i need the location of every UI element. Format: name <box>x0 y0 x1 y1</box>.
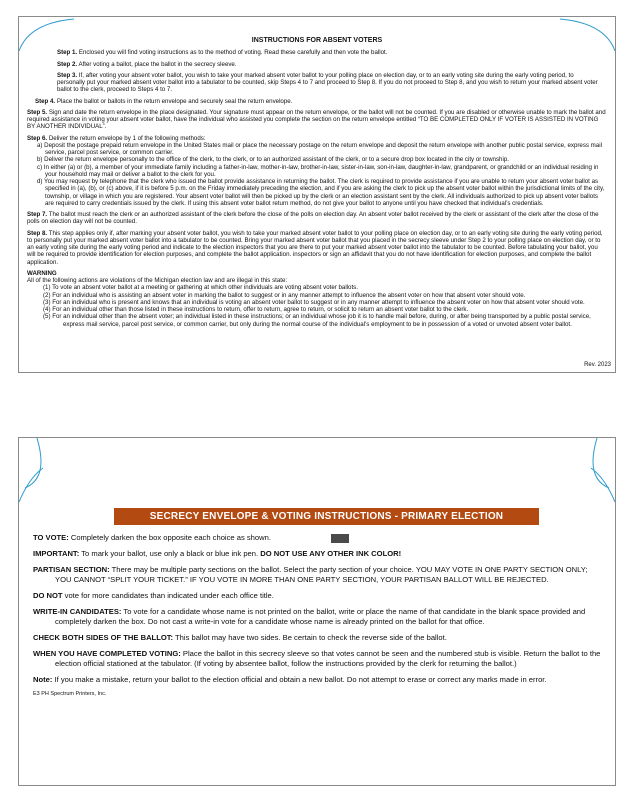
note-instruction: Note: If you make a mistake, return your ballot to the election official and obtain a new ballot. Do not attempt to erase or correct any marks made in error. <box>33 675 547 684</box>
do-not-instruction: DO NOT vote for more candidates than indicated under each office title. <box>33 591 274 600</box>
partisan-section-instruction: PARTISAN SECTION: There may be multiple party sections on the ballot. Select the party section of your choice. YOU MAY VOTE IN ONE PARTY SECTION ONLY; YOU CANNOT “SPLIT YOUR TICKET.” IF YOU VOTE IN MORE THAN ONE PARTY SECTION, YOUR PARTISAN BALLOT WILL BE REJECTED. <box>33 565 588 584</box>
step-6: Step 6. Deliver the return envelope by 1 of the following methods: <box>27 134 206 142</box>
step-6-item-a: a) Deposit the postage prepaid return envelope in the United States mail or place the necessary postage on the return envelope and deposit the return envelope with another public postal service, express mail service, parcel post service, or common carrier. <box>37 141 602 156</box>
step-6-item-d: d) You may request by telephone that the clerk who issued the ballot provide assistance in returning the ballot. The clerk is required to provide assistance if you are unable to return your absent voter ballot as specified in (a), (b), or (c) above, if it is before 5 p.m. on the Friday immediately preceding the election, and if you are asking the clerk to pick up the absent voter ballot within the jurisdictional limits of the city, township, or village in which you are registered. Your absent voter ballot will then be picked up by the clerk or an election assistant sent by the clerk. All individuals authorized to pick up absent voter ballots are required to carry credentials issued by the clerk. If using this absent voter ballot return method, do not give your ballot to anyone until you have checked that individual’s credentials. <box>37 178 605 207</box>
important-instruction: IMPORTANT: To mark your ballot, use only a black or blue ink pen. DO NOT USE ANY OTHER INK COLOR! <box>33 549 402 558</box>
absent-voter-instructions-panel <box>18 16 616 373</box>
to-vote-instruction: TO VOTE: Completely darken the box opposite each choice as shown. <box>33 533 601 543</box>
write-in-instruction: WRITE-IN CANDIDATES: To vote for a candidate whose name is not printed on the ballot, write or place the name of that candidate in the blank space provided and completely darken the box. Do not cast a write-in vote for a candidate whose name is already printed on the ballot for that office. <box>33 607 586 626</box>
warning-heading: WARNING <box>27 269 57 277</box>
warning-item: (5) For an individual other than the absent voter; an individual listed in these instructions; or an individual whose job it is to handle mail before, during, or after being transported by a public postal service, express mail service, parcel post service, or common carrier, but only during the normal course of the individual’s employment to be in possession of a voted or unvoted absent voter ballot. <box>43 313 591 328</box>
step-6-item-b: b) Deliver the return envelope personally to the office of the clerk, to the clerk, or to an authorized assistant of the clerk, or to a secure drop box located in the city or township. <box>37 156 509 164</box>
step-1: Step 1. Enclosed you will find voting instructions as to the method of voting. Read these carefully and then vote the ballot. <box>57 49 388 57</box>
step-7: Step 7. The ballot must reach the clerk or an authorized assistant of the clerk before the close of the polls on election day. An absent voter ballot received by the clerk or assistant of the clerk after the close of the polls on election day will not be counted. <box>27 211 599 226</box>
warning-item: (1) To vote an absent voter ballot at a meeting or gathering at which other individuals are voting absent voter ballots. <box>43 284 358 292</box>
secrecy-envelope-text <box>19 508 615 697</box>
instructions-title: INSTRUCTIONS FOR ABSENT VOTERS <box>251 37 383 44</box>
step-2: Step 2. After voting a ballot, place the ballot in the secrecy sleeve. <box>57 60 237 68</box>
warning-item: (4) For an individual other than those listed in these instructions to return, offer to return, agree to return, or solicit to return an absent voter ballot to the clerk. <box>43 306 469 313</box>
absent-voter-text <box>19 37 615 328</box>
warning-item: (2) For an individual who is assisting an absent voter in marking the ballot to suggest or in any manner attempt to influence the absent voter on how that absent voter should vote. <box>43 291 526 299</box>
secrecy-envelope-panel <box>18 437 616 786</box>
step-6-item-c: c) In either (a) or (b), a member of your immediate family including a father-in-law, mother-in-law, brother-in-law, sister-in-law, son-in-law, daughter-in-law, grandparent, or grandchild or an individual residing in your household may mail or deliver a ballot to the clerk for you. <box>37 163 599 178</box>
printer-credit: E3 PH Spectrum Printers, Inc. <box>33 691 107 697</box>
filled-box-example-icon <box>331 534 349 543</box>
revision-label: Rev. 2023 <box>584 362 611 368</box>
step-5: Step 5. Sign and date the return envelope in the place designated. Your signature must appear on the return envelope, or the ballot will not be counted. If you are disabled or otherwise unable to mark the ballot and required assistance in voting your absent voter ballot, have the individual who assisted you complete the section on the return envelope entitled “TO BE COMPLETED ONLY IF VOTER IS ASSISTED IN VOTING BY ANOTHER INDIVIDUAL”. <box>27 108 606 131</box>
warning-item: (3) For an individual who is present and knows that an individual is voting an absent voter ballot to suggest or in any manner attempt to influence the absent voter on how that absent voter should vote. <box>43 298 585 306</box>
step-3: Step 3. If, after voting your absent voter ballot, you wish to take your marked absent voter ballot to your polling place on election day, or to an early voting site during the early voting period, to personally put your marked absent voter ballot into a tabulator to be counted, skip Steps 4 to 7 and proceed to Step 8. If you do not proceed to Step 8, and you wish to return your marked absent voter ballot to the clerk, proceed to Steps 4 to 7. <box>57 71 598 94</box>
step-8: Step 8. This step applies only if, after marking your absent voter ballot, you wish to take your marked absent voter ballot to your polling place on election day, or to an early voting site during the early voting period, to personally put your marked absent voter ballot into a tabulator to be counted. Bring your marked absent voter ballot that you placed in the secrecy sleeve under Step 2 to your polling place on election day, or to an early voting site during the early voting period and indicate to the election inspectors that you are there to put your marked absent voter ballot into the tabulator to be counted. Before tabulating your ballot, you will be required to provide identification for election purposes, and complete the ballot application. inspectors or sign an affidavit that you do not have identification for election purposes, and complete the ballot application. <box>27 229 603 266</box>
completed-voting-instruction: WHEN YOU HAVE COMPLETED VOTING: Place the ballot in this secrecy sleeve so that votes cannot be seen and the numbered stub is visible. Return the ballot to the election official stationed at the tabulator. (If voting by absentee ballot, follow the instructions provided by the clerk for returning the ballot.) <box>33 649 601 668</box>
warning-intro: All of the following actions are violations of the Michigan election law and are illegal in this state: <box>27 277 288 284</box>
check-both-sides-instruction: CHECK BOTH SIDES OF THE BALLOT: This ballot may have two sides. Be certain to check the reverse side of the ballot. <box>33 633 447 642</box>
step-4: Step 4. Place the ballot or ballots in the return envelope and securely seal the return envelope. <box>35 97 293 105</box>
warning-list <box>27 284 607 328</box>
secrecy-envelope-banner: SECRECY ENVELOPE & VOTING INSTRUCTIONS - PRIMARY ELECTION <box>114 508 539 525</box>
